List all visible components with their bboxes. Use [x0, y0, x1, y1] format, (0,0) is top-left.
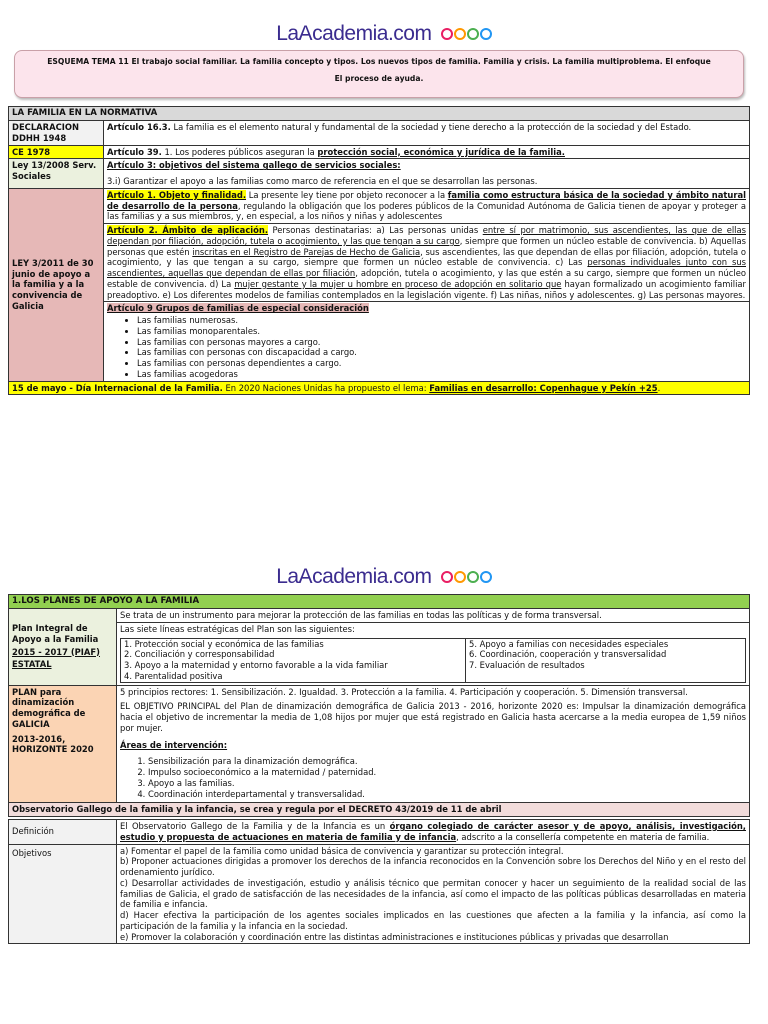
list-item: e) Promover la colaboración y coordinación entre las distintas administraciones e instituciones públicas y privadas que desarrollan: [120, 931, 669, 942]
ce-label: CE 1978: [9, 145, 104, 159]
logo-text: LaAcademia.com: [276, 22, 432, 45]
brand-logo-2: [0, 565, 768, 589]
definition-text: El Observatorio Gallego de la Familia y de la Infancia es un órgano colegiado de carácter asesor y de apoyo, análisis, investigación, estudio y propuesta de actuaciones en materia de familia y de infancia, adscrito a la consellería competente en materia de familia.: [117, 820, 750, 845]
list-item: 2. Impulso socioeconómico a la maternidad / paternidad.: [148, 767, 746, 778]
brand-logo: [0, 22, 768, 46]
objectives-label: Objetivos: [9, 844, 117, 944]
ley13-label: Ley 13/2008 Serv. Sociales: [9, 159, 104, 189]
list-item: 3. Apoyo a la maternidad y entorno favorable a la vida familiar: [124, 660, 388, 670]
list-item: 3. Apoyo a las familias.: [148, 778, 746, 789]
galicia-plan-content: 5 principios rectores: 1. Sensibilización. 2. Igualdad. 3. Protección a la familia. 4. Participación y cooperación. 5. Dimensión transversal. EL OBJETIVO PRINCIPAL del Plan de dinamización demográfica de Galicia 2013 - 2016, horizonte 2020 es: Impulsar la dinamización demográfica hacia el objetivo de incrementar la media de 1,08 hijos por mujer que está registrado en Galicia hasta acercarse a la media europea de 1,59 niños por mujer. Áreas de intervención: 1. Sensibilización para la dinamización demográfica. 2. Impulso socioeconómico a la maternidad / paternidad. 3. Apoyo a las familias. 4. Coordinación interdepartamental y transversalidad.: [117, 685, 750, 803]
planes-table: [8, 594, 750, 944]
logo-text: LaAcademia.com: [276, 565, 432, 588]
piaf-intro: Se trata de un instrumento para mejorar la protección de las familias en todas las políticas y de forma transversal.: [117, 609, 750, 623]
galicia-plan-label: PLAN para dinamización demográfica de GALICIA 2013-2016, HORIZONTE 2020: [9, 685, 117, 803]
list-item: 1. Protección social y económica de las familias: [124, 638, 324, 649]
list-item: 6. Coordinación, cooperación y transversalidad: [469, 649, 667, 660]
list-item: 1. Sensibilización para la dinamización demográfica.: [148, 756, 746, 767]
special-families-list: [107, 315, 746, 380]
list-item: 4. Coordinación interdepartamental y transversalidad.: [148, 789, 746, 800]
ley3-art9: Artículo 9 Grupos de familias de especial consideración • Las familias numerosas. • Las familias monoparentales. • Las familias con personas mayores a cargo. • Las familias con personas con discapacidad a cargo. • Las familias con personas dependientes a cargo. • Las familias acogedoras: [104, 302, 750, 381]
piaf-label: Plan Integral de Apoyo a la Familia 2015 - 2017 (PIAF) ESTATAL: [9, 609, 117, 686]
list-item: • Las familias acogedoras: [137, 369, 746, 380]
topic-subtitle: El proceso de ayuda.: [334, 74, 424, 84]
section-header: 1.LOS PLANES DE APOYO A LA FAMILIA: [9, 595, 750, 609]
intervention-areas-list: [120, 756, 746, 799]
definition-label: Definición: [9, 820, 117, 845]
list-item: c) Desarrollar actividades de investigación, estudio y análisis técnico que permitan conocer y hacer un seguimiento de la realidad social de las familias de Galicia, el grado de satisfacción de las necesidades de la infancia, así como el impacto de las políticas públicas desarrolladas en materia de familia e infancia.: [120, 877, 746, 910]
list-item: 7. Evaluación de resultados: [469, 660, 585, 670]
ley3-art1: Artículo 1. Objeto y finalidad. La presente ley tiene por objeto reconocer a la familia como estructura básica de la sociedad y ámbito natural de desarrollo de la persona, regulando la obligación que los poderes públicos de la Comunidad Autónoma de Galicia tienen de apoyar y proteger a las familias y a sus miembros, y, en especial, a los niños y niñas y adolescentes: [104, 188, 750, 223]
list-item: 2. Conciliación y corresponsabilidad: [124, 649, 275, 660]
normativa-table: [8, 106, 750, 395]
ley3-label: LEY 3/2011 de 30 junio de apoyo a la familia y a la convivencia de Galicia: [9, 188, 104, 381]
logo-people-icon: [441, 28, 492, 40]
logo-people-icon: [441, 571, 492, 583]
ce-text: Artículo 39. 1. Los poderes públicos aseguran la protección social, económica y jurídica de la familia.: [104, 145, 750, 159]
topic-title: ESQUEMA TEMA 11 El trabajo social familiar. La familia concepto y tipos. Los nuevos tipos de familia. Familia y crisis. La familia multiproblema. El enfoque: [47, 57, 711, 66]
list-item: • Las familias con personas con discapacidad a cargo.: [137, 347, 746, 358]
ley13-text: Artículo 3: objetivos del sistema gallego de servicios sociales: 3.i) Garantizar el apoyo a las familias como marco de referencia en el que se desarrollan las personas.: [104, 159, 750, 189]
topic-schema-box: [14, 50, 744, 98]
list-item: 4. Parentalidad positiva: [124, 670, 223, 681]
list-item: • Las familias con personas mayores a cargo.: [137, 337, 746, 348]
ley3-art2: Artículo 2. Ámbito de aplicación. Personas destinatarias: a) Las personas unidas entre sí por matrimonio, sus ascendientes, las que de ellas dependan por filiación, adopción, tutela o acogimiento, y las que tengan a su cargo, siempre que formen un núcleo estable de convivencia. b) Aquellas personas que estén inscritas en el Registro de Parejas de Hecho de Galicia, sus ascendientes, las que dependan de ellas por filiación, adopción, tutela o acogimiento, y las que tengan a su cargo, siempre que formen un núcleo estable de convivencia. c) Las personas individuales junto con sus ascendientes, aquellas que dependan de ellas por filiación, adopción, tutela o acogimiento, y las que estén a su cargo, siempre que formen un núcleo estable de convivencia. d) La mujer gestante y la mujer u hombre en proceso de adopción en solitario que hayan formalizado un acogimiento familiar preadoptivo. e) Los diferentes modelos de familias contemplados en la legislación vigente. f) Las niñas, niños y adolescentes. g) Las personas mayores.: [104, 224, 750, 302]
list-item: • Las familias numerosas.: [137, 315, 746, 326]
list-item: 5. Apoyo a familias con necesidades especiales: [469, 638, 669, 649]
list-item: d) Hacer efectiva la participación de los agentes sociales implicados en las cuestiones que afecten a la familia y la infancia, así como la participación de la familia y la infancia en la sociedad.: [120, 910, 746, 931]
section-header: LA FAMILIA EN LA NORMATIVA: [9, 107, 750, 121]
family-day-footer: 15 de mayo - Día Internacional de la Familia. En 2020 Naciones Unidas ha propuesto el lema: Familias en desarrollo: Copenhague y Pekín +25.: [9, 381, 750, 395]
ddhh-text: Artículo 16.3. La familia es el elemento natural y fundamental de la sociedad y tiene derecho a la protección de la sociedad y del Estado.: [104, 121, 750, 146]
list-item: • Las familias con personas dependientes a cargo.: [137, 358, 746, 369]
ddhh-label: DECLARACION DDHH 1948: [9, 121, 104, 146]
list-item: • Las familias monoparentales.: [137, 326, 746, 337]
piaf-lines: Las siete líneas estratégicas del Plan son las siguientes: 1. Protección social y económica de las familias 2. Conciliación y corresponsabilidad 3. Apoyo a la maternidad y entorno favorable a la vida familiar 4. Parentalidad positiva 5. Apoyo a familias con necesidades especiales 6. Coordinación, cooperación y transversalidad 7. Evaluación de resultados: [117, 622, 750, 685]
list-item: b) Proponer actuaciones dirigidas a promover los derechos de la infancia reconocidos en la Convención sobre los Derechos del Niño y en el resto del ordenamiento jurídico.: [120, 856, 746, 877]
observatorio-header: Observatorio Gallego de la familia y la infancia, se crea y regula por el DECRETO 43/2019 de 11 de abril: [9, 803, 750, 817]
list-item: a) Fomentar el papel de la familia como unidad básica de convivencia y garantizar su protección integral.: [120, 845, 564, 856]
strategic-lines-table: [120, 638, 746, 683]
objectives-text: [117, 844, 750, 944]
